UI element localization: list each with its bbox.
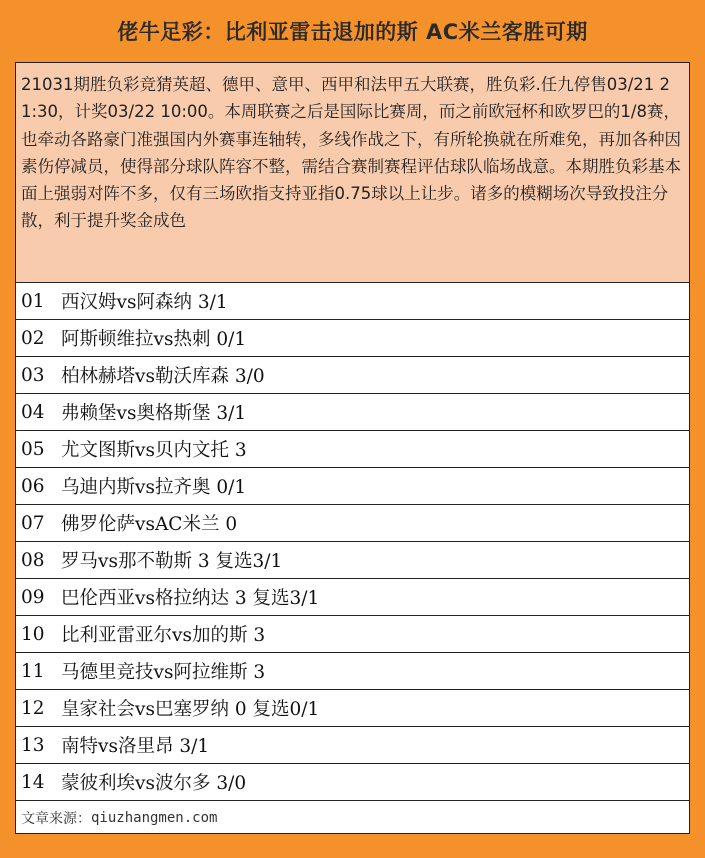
match-number: 08	[21, 549, 45, 571]
match-row	[16, 579, 689, 616]
intro-paragraph: 21031期胜负彩竞猜英超、德甲、意甲、西甲和法甲五大联赛，胜负彩.任九停售03/21 21:30，计奖03/22 10:00。本周联赛之后是国际比赛周，而之前欧冠杯和欧罗巴的1/8赛，也牵动各路豪门准强国内外赛事连轴转，多线作战之下，有所轮换就在所难免，再加各种因素伤停减员，使得部分球队阵容不整，需结合赛制赛程评估球队临场战意。本期胜负彩基本面上强弱对阵不多，仅有三场欧指支持亚指0.75球以上让步。诸多的模糊场次导致投注分散，利于提升奖金成色	[16, 63, 689, 283]
match-number: 14	[21, 771, 45, 793]
match-number: 09	[21, 586, 45, 608]
match-number: 07	[21, 512, 45, 534]
match-row	[16, 468, 689, 505]
match-row	[16, 690, 689, 727]
match-row	[16, 283, 689, 320]
match-number: 04	[21, 401, 45, 423]
match-row	[16, 431, 689, 468]
match-text: 皇家社会vs巴塞罗纳 0 复选0/1	[61, 699, 320, 720]
match-number: 06	[21, 475, 45, 497]
match-row	[16, 394, 689, 431]
match-text: 佛罗伦萨vsAC米兰 0	[61, 514, 238, 535]
match-number: 02	[21, 327, 45, 349]
match-number: 13	[21, 734, 45, 756]
match-text: 南特vs洛里昂 3/1	[61, 736, 210, 757]
match-row	[16, 357, 689, 394]
match-text: 尤文图斯vs贝内文托 3	[61, 440, 247, 461]
match-text: 阿斯顿维拉vs热刺 0/1	[61, 329, 247, 350]
match-number: 01	[21, 290, 45, 312]
match-text: 乌迪内斯vs拉齐奥 0/1	[61, 477, 247, 498]
match-text: 罗马vs那不勒斯 3 复选3/1	[61, 551, 283, 572]
match-number: 12	[21, 697, 45, 719]
match-text: 弗赖堡vs奥格斯堡 3/1	[61, 403, 247, 424]
source-line	[16, 801, 689, 835]
match-text: 西汉姆vs阿森纳 3/1	[61, 292, 228, 313]
match-text: 比利亚雷亚尔vs加的斯 3	[61, 625, 266, 646]
match-number: 11	[21, 660, 45, 682]
match-text: 柏林赫塔vs勒沃库森 3/0	[61, 366, 265, 387]
match-row	[16, 505, 689, 542]
match-number: 10	[21, 623, 45, 645]
content-card	[15, 62, 690, 834]
match-number: 03	[21, 364, 45, 386]
source-url: qiuzhangmen.com	[91, 810, 218, 826]
match-number: 05	[21, 438, 45, 460]
match-row	[16, 727, 689, 764]
match-list	[16, 283, 689, 801]
source-label: 文章来源：	[21, 811, 91, 827]
match-row	[16, 320, 689, 357]
match-text: 马德里竞技vs阿拉维斯 3	[61, 662, 266, 683]
match-text: 蒙彼利埃vs波尔多 3/0	[61, 773, 247, 794]
match-row	[16, 764, 689, 801]
match-row	[16, 542, 689, 579]
page-title: 佬牛足彩：比利亚雷击退加的斯 AC米兰客胜可期	[117, 20, 588, 44]
match-row	[16, 653, 689, 690]
match-text: 巴伦西亚vs格拉纳达 3 复选3/1	[61, 588, 320, 609]
match-row	[16, 616, 689, 653]
